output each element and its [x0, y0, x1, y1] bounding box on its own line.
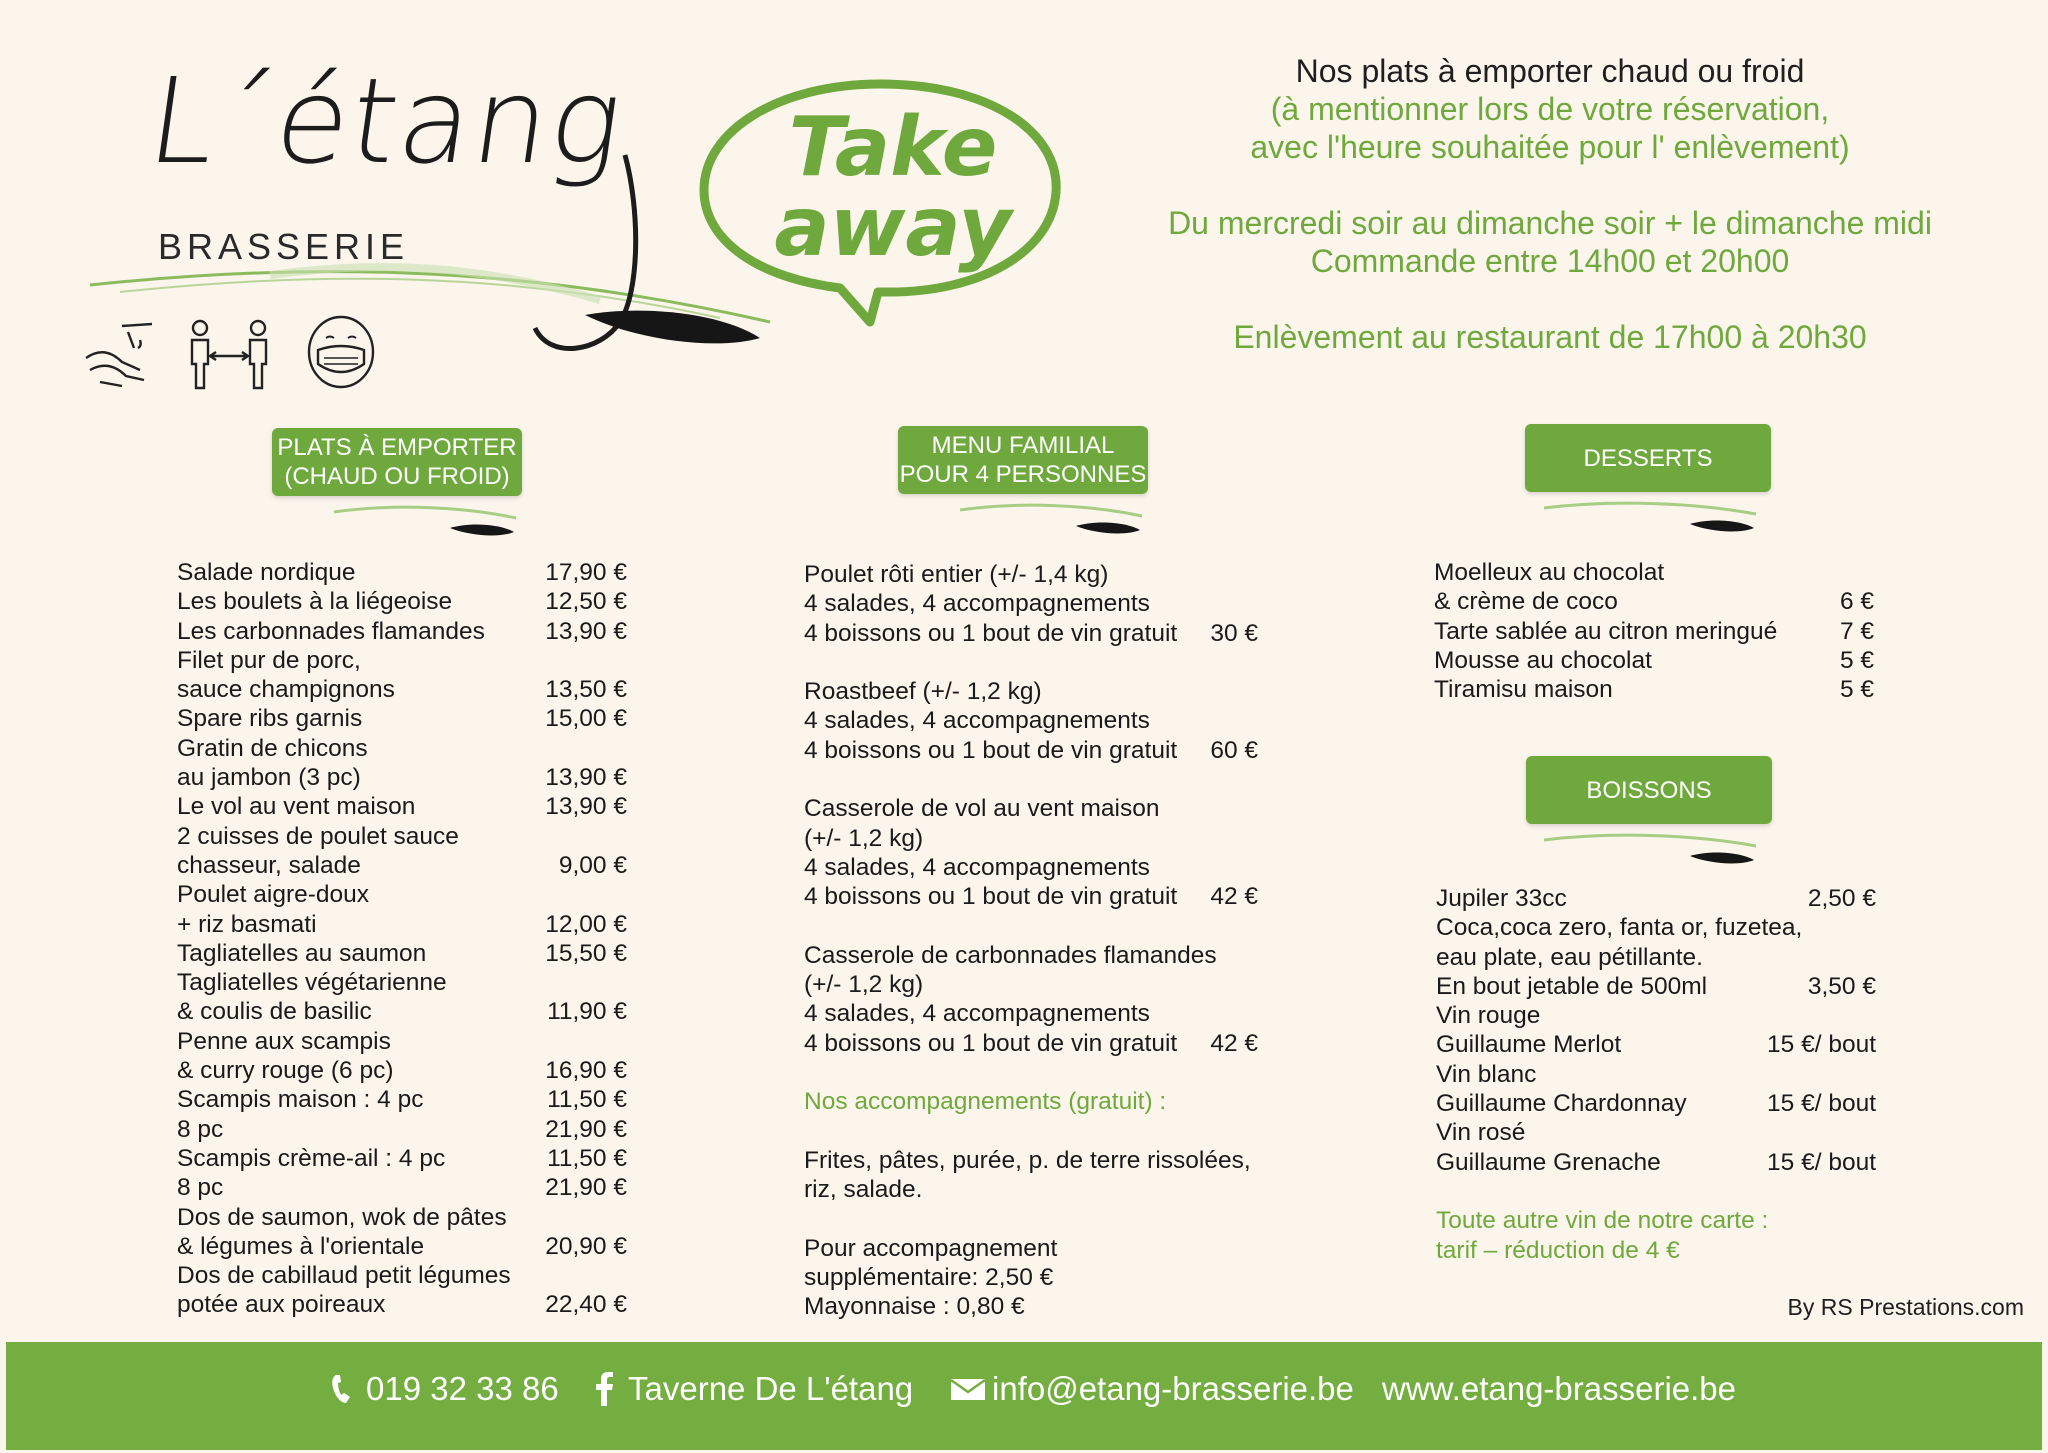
- plats-row: [177, 617, 627, 646]
- boissons-item-name: Guillaume Chardonnay: [1436, 1090, 1687, 1118]
- plats-row: [177, 1203, 627, 1232]
- plats-item-price: 15,50 €: [545, 939, 627, 967]
- plats-item-price: 11,50 €: [547, 1086, 627, 1114]
- menu-row: [804, 1292, 1274, 1321]
- facebook-icon: [594, 1372, 614, 1406]
- plats-item-price: 22,40 €: [545, 1291, 627, 1319]
- plats-item-price: 11,50 €: [547, 1144, 627, 1172]
- boissons-row: [1436, 1060, 1876, 1089]
- plats-item-price: 17,90 €: [545, 559, 627, 586]
- desserts-item-name: Tiramisu maison: [1434, 676, 1613, 704]
- plats-item-name: Dos de cabillaud petit légumes: [177, 1262, 511, 1290]
- plats-row: [177, 763, 627, 792]
- plats-row: [177, 704, 627, 733]
- menu-row: [804, 1146, 1274, 1175]
- plats-item-name: Les boulets à la liégeoise: [177, 588, 453, 616]
- menu-row: [804, 706, 1274, 735]
- plats-item-name: & curry rouge (6 pc): [177, 1057, 394, 1085]
- boissons-item-name: Vin rouge: [1436, 1002, 1541, 1030]
- plats-row: [177, 1261, 627, 1290]
- plats-row: [177, 1144, 627, 1173]
- plats-item-price: 20,90 €: [545, 1232, 627, 1260]
- desserts-item-price: 7 €: [1839, 617, 1874, 645]
- desserts-item-name: & crème de coco: [1434, 588, 1618, 616]
- plats-item-name: Scampis crème-ail : 4 pc: [177, 1144, 446, 1172]
- footer-phone[interactable]: [330, 1364, 559, 1414]
- plats-row: [177, 1056, 627, 1085]
- plats-item-name: Filet pur de porc,: [177, 646, 361, 674]
- menu-item-name: 4 boissons ou 1 bout de vin gratuit: [804, 619, 1178, 647]
- menu-item-name: Casserole de vol au vent maison: [804, 795, 1160, 823]
- info-line: (à mentionner lors de votre réservation,: [1270, 91, 1830, 127]
- plats-row: [177, 1173, 627, 1202]
- plats-item-name: Poulet aigre-doux: [177, 881, 370, 909]
- plats-item-name: & coulis de basilic: [177, 998, 372, 1026]
- menu-row: [804, 794, 1274, 823]
- desserts-row: [1434, 587, 1874, 616]
- menu-item-name: Mayonnaise : 0,80 €: [804, 1293, 1025, 1321]
- order-info: [1130, 52, 1970, 356]
- boissons-item-price: 15 €/ bout: [1767, 1148, 1876, 1176]
- plats-item-name: Tagliatelles au saumon: [177, 939, 427, 967]
- plats-item-price: 16,90 €: [545, 1057, 627, 1085]
- plats-item-name: Dos de saumon, wok de pâtes: [177, 1203, 507, 1231]
- info-pickup-hours: Enlèvement au restaurant de 17h00 à 20h30: [1233, 319, 1867, 355]
- boissons-item-name: Toute autre vin de notre carte :: [1436, 1207, 1769, 1235]
- menu-row: [804, 1087, 1274, 1116]
- desserts-item-name: Tarte sablée au citron meringué: [1434, 617, 1778, 645]
- menu-item-price: 30 €: [1210, 619, 1258, 647]
- boissons-item-price: 15 €/ bout: [1767, 1031, 1876, 1059]
- takeaway-line2: away: [774, 180, 1012, 275]
- email-icon: [950, 1377, 986, 1401]
- boissons-row: [1436, 1089, 1876, 1118]
- plats-item-name: Le vol au vent maison: [177, 793, 416, 821]
- plats-list: [177, 558, 627, 1320]
- menu-list: [804, 560, 1274, 1322]
- plats-row: [177, 968, 627, 997]
- section-swoosh: [956, 498, 1146, 540]
- footer-website-text: www.etang-brasserie.be: [1382, 1370, 1737, 1407]
- plats-row: [177, 1115, 627, 1144]
- boissons-row: [1436, 1177, 1876, 1206]
- boissons-item-price: 2,50 €: [1807, 885, 1876, 912]
- plats-item-name: 2 cuisses de poulet sauce: [177, 822, 459, 850]
- menu-item-name: riz, salade.: [804, 1176, 923, 1204]
- menu-row: [804, 648, 1274, 677]
- plats-row: [177, 851, 627, 880]
- boissons-item-name: Guillaume Grenache: [1436, 1148, 1661, 1176]
- plats-item-price: 9,00 €: [558, 851, 627, 879]
- section-header-plats: [272, 428, 522, 496]
- menu-item-name: (+/- 1,2 kg): [804, 971, 924, 999]
- menu-row: [804, 736, 1274, 765]
- footer-facebook[interactable]: [594, 1364, 913, 1414]
- plats-item-price: 13,50 €: [545, 676, 627, 704]
- plats-item-name: Gratin de chicons: [177, 734, 368, 762]
- boissons-item-name: En bout jetable de 500ml: [1436, 972, 1708, 1000]
- menu-row: [804, 619, 1274, 648]
- desserts-row: [1434, 646, 1874, 675]
- boissons-item-price: 3,50 €: [1807, 972, 1876, 1000]
- menu-row: [804, 1263, 1274, 1292]
- menu-item-price: 60 €: [1210, 736, 1258, 764]
- plats-row: [177, 880, 627, 909]
- menu-item-price: 42 €: [1210, 883, 1258, 911]
- info-days: Du mercredi soir au dimanche soir + le dimanche midi: [1168, 205, 1932, 241]
- menu-row: [804, 941, 1274, 970]
- boissons-item-name: Vin blanc: [1436, 1060, 1537, 1088]
- section-header-menu: [898, 426, 1148, 494]
- footer-phone-text: 019 32 33 86: [366, 1370, 559, 1407]
- menu-row: [804, 1234, 1274, 1263]
- plats-item-name: & légumes à l'orientale: [177, 1232, 425, 1260]
- boissons-row: [1436, 1206, 1876, 1235]
- desserts-item-price: 5 €: [1839, 676, 1874, 704]
- section-header-line: BOISSONS: [1586, 776, 1712, 804]
- menu-item-name: Poulet rôti entier (+/- 1,4 kg): [804, 561, 1109, 588]
- boissons-item-name: Coca,coca zero, fanta or, fuzetea,: [1436, 914, 1803, 942]
- plats-item-price: 13,90 €: [545, 617, 627, 645]
- section-header-line: POUR 4 PERSONNES: [899, 461, 1147, 488]
- plats-row: [177, 997, 627, 1026]
- plats-item-price: 21,90 €: [545, 1115, 627, 1143]
- section-header-line: PLATS À EMPORTER: [277, 434, 517, 461]
- plats-row: [177, 1232, 627, 1261]
- menu-item-name: Roastbeef (+/- 1,2 kg): [804, 678, 1042, 706]
- menu-item-name: 4 boissons ou 1 bout de vin gratuit: [804, 883, 1178, 911]
- menu-item-price: 42 €: [1210, 1029, 1258, 1057]
- takeaway-line1: Take: [788, 100, 998, 195]
- menu-item-name: 4 salades, 4 accompagnements: [804, 1000, 1150, 1028]
- boissons-row: [1436, 1148, 1876, 1177]
- menu-row: [804, 560, 1274, 589]
- menu-row: [804, 589, 1274, 618]
- boissons-item-name: Guillaume Merlot: [1436, 1031, 1622, 1059]
- menu-item-name: 4 boissons ou 1 bout de vin gratuit: [804, 736, 1178, 764]
- logo-name: L´étang: [140, 52, 634, 190]
- plats-item-name: 8 pc: [177, 1174, 224, 1202]
- menu-item-name: Nos accompagnements (gratuit) :: [804, 1088, 1167, 1116]
- menu-row: [804, 765, 1274, 794]
- desserts-row: [1434, 558, 1874, 587]
- plats-row: [177, 822, 627, 851]
- desserts-list: [1434, 558, 1874, 704]
- boissons-row: [1436, 943, 1876, 972]
- boissons-row: [1436, 1030, 1876, 1059]
- plats-item-name: Les carbonnades flamandes: [177, 617, 485, 645]
- menu-item-name: (+/- 1,2 kg): [804, 824, 924, 852]
- section-header-line: DESSERTS: [1583, 444, 1713, 472]
- menu-item-name: 4 salades, 4 accompagnements: [804, 707, 1150, 735]
- plats-row: [177, 1085, 627, 1114]
- plats-item-name: Tagliatelles végétarienne: [177, 969, 447, 997]
- plats-row: [177, 646, 627, 675]
- plats-row: [177, 910, 627, 939]
- desserts-row: [1434, 675, 1874, 704]
- credit-text: By RS Prestations.com: [1787, 1294, 2024, 1320]
- plats-item-name: Spare ribs garnis: [177, 705, 363, 733]
- boissons-row: [1436, 1001, 1876, 1030]
- menu-row: [804, 824, 1274, 853]
- menu-row: [804, 912, 1274, 941]
- info-title: Nos plats à emporter chaud ou froid: [1295, 53, 1805, 89]
- menu-row: [804, 999, 1274, 1028]
- plats-row: [177, 558, 627, 587]
- boissons-row: [1436, 1236, 1876, 1265]
- plats-item-name: + riz basmati: [177, 910, 317, 938]
- plats-item-price: 13,90 €: [545, 793, 627, 821]
- plats-item-price: 21,90 €: [545, 1174, 627, 1202]
- info-order-hours: Commande entre 14h00 et 20h00: [1310, 243, 1790, 279]
- plats-row: [177, 939, 627, 968]
- desserts-item-price: 6 €: [1839, 588, 1874, 616]
- menu-row: [804, 853, 1274, 882]
- social-distance-icon: [186, 318, 272, 390]
- hand-washing-icon: [82, 318, 156, 390]
- boissons-row: [1436, 884, 1876, 913]
- logo-subtitle: BRASSERIE: [158, 226, 410, 267]
- face-mask-icon: [304, 312, 378, 390]
- plats-row: [177, 734, 627, 763]
- desserts-item-name: Mousse au chocolat: [1434, 646, 1652, 674]
- boissons-item-name: Jupiler 33cc: [1436, 885, 1567, 912]
- plats-item-price: 13,90 €: [545, 764, 627, 792]
- boissons-item-name: Vin rosé: [1436, 1119, 1526, 1147]
- boissons-item-price: 15 €/ bout: [1767, 1090, 1876, 1118]
- menu-row: [804, 970, 1274, 999]
- menu-row: [804, 1175, 1274, 1204]
- menu-row: [804, 1058, 1274, 1087]
- menu-item-name: 4 boissons ou 1 bout de vin gratuit: [804, 1029, 1178, 1057]
- plats-item-price: 12,50 €: [545, 588, 627, 616]
- plats-item-name: Scampis maison : 4 pc: [177, 1086, 424, 1114]
- section-header-line: MENU FAMILIAL: [931, 432, 1115, 459]
- boissons-item-name: eau plate, eau pétillante.: [1436, 943, 1703, 971]
- boissons-list: [1436, 884, 1876, 1265]
- section-header-desserts: [1525, 424, 1771, 492]
- section-swoosh: [1540, 828, 1760, 870]
- plats-row: [177, 675, 627, 704]
- footer-website[interactable]: [1382, 1364, 1736, 1414]
- menu-row: [804, 1117, 1274, 1146]
- plats-item-name: Penne aux scampis: [177, 1027, 391, 1055]
- menu-row: [804, 677, 1274, 706]
- section-header-boissons: [1526, 756, 1772, 824]
- plats-row: [177, 1027, 627, 1056]
- plats-item-name: potée aux poireaux: [177, 1291, 386, 1319]
- menu-row: [804, 882, 1274, 911]
- menu-item-name: supplémentaire: 2,50 €: [804, 1264, 1054, 1292]
- menu-item-name: Frites, pâtes, purée, p. de terre rissolées,: [804, 1146, 1251, 1174]
- plats-item-name: Salade nordique: [177, 559, 356, 586]
- section-swoosh: [1540, 496, 1760, 538]
- menu-row: [804, 1205, 1274, 1234]
- plats-item-price: 11,90 €: [547, 998, 627, 1026]
- plats-item-name: 8 pc: [177, 1115, 224, 1143]
- phone-icon: [330, 1373, 352, 1405]
- plats-item-name: au jambon (3 pc): [177, 764, 361, 792]
- boissons-row: [1436, 972, 1876, 1001]
- boissons-row: [1436, 913, 1876, 942]
- desserts-item-name: Moelleux au chocolat: [1434, 559, 1665, 586]
- section-swoosh: [330, 500, 520, 542]
- boissons-item-name: tarif – réduction de 4 €: [1436, 1236, 1680, 1264]
- desserts-item-price: 5 €: [1839, 646, 1874, 674]
- footer-facebook-text: Taverne De L'étang: [628, 1370, 914, 1407]
- menu-row: [804, 1029, 1274, 1058]
- footer-email[interactable]: [950, 1364, 1354, 1414]
- plats-row: [177, 1290, 627, 1319]
- plats-item-price: 12,00 €: [545, 910, 627, 938]
- info-line: avec l'heure souhaitée pour l' enlèvement): [1250, 129, 1850, 165]
- menu-item-name: Casserole de carbonnades flamandes: [804, 941, 1217, 969]
- menu-item-name: Pour accompagnement: [804, 1234, 1058, 1262]
- takeaway-label: [748, 100, 1038, 275]
- section-header-line: (CHAUD OU FROID): [284, 463, 510, 490]
- menu-item-name: 4 salades, 4 accompagnements: [804, 853, 1150, 881]
- plats-row: [177, 792, 627, 821]
- footer-email-text: info@etang-brasserie.be: [992, 1370, 1354, 1407]
- plats-item-name: sauce champignons: [177, 676, 395, 704]
- menu-item-name: 4 salades, 4 accompagnements: [804, 590, 1150, 618]
- plats-row: [177, 587, 627, 616]
- boissons-row: [1436, 1118, 1876, 1147]
- plats-item-price: 15,00 €: [545, 705, 627, 733]
- desserts-row: [1434, 617, 1874, 646]
- plats-item-name: chasseur, salade: [177, 851, 361, 879]
